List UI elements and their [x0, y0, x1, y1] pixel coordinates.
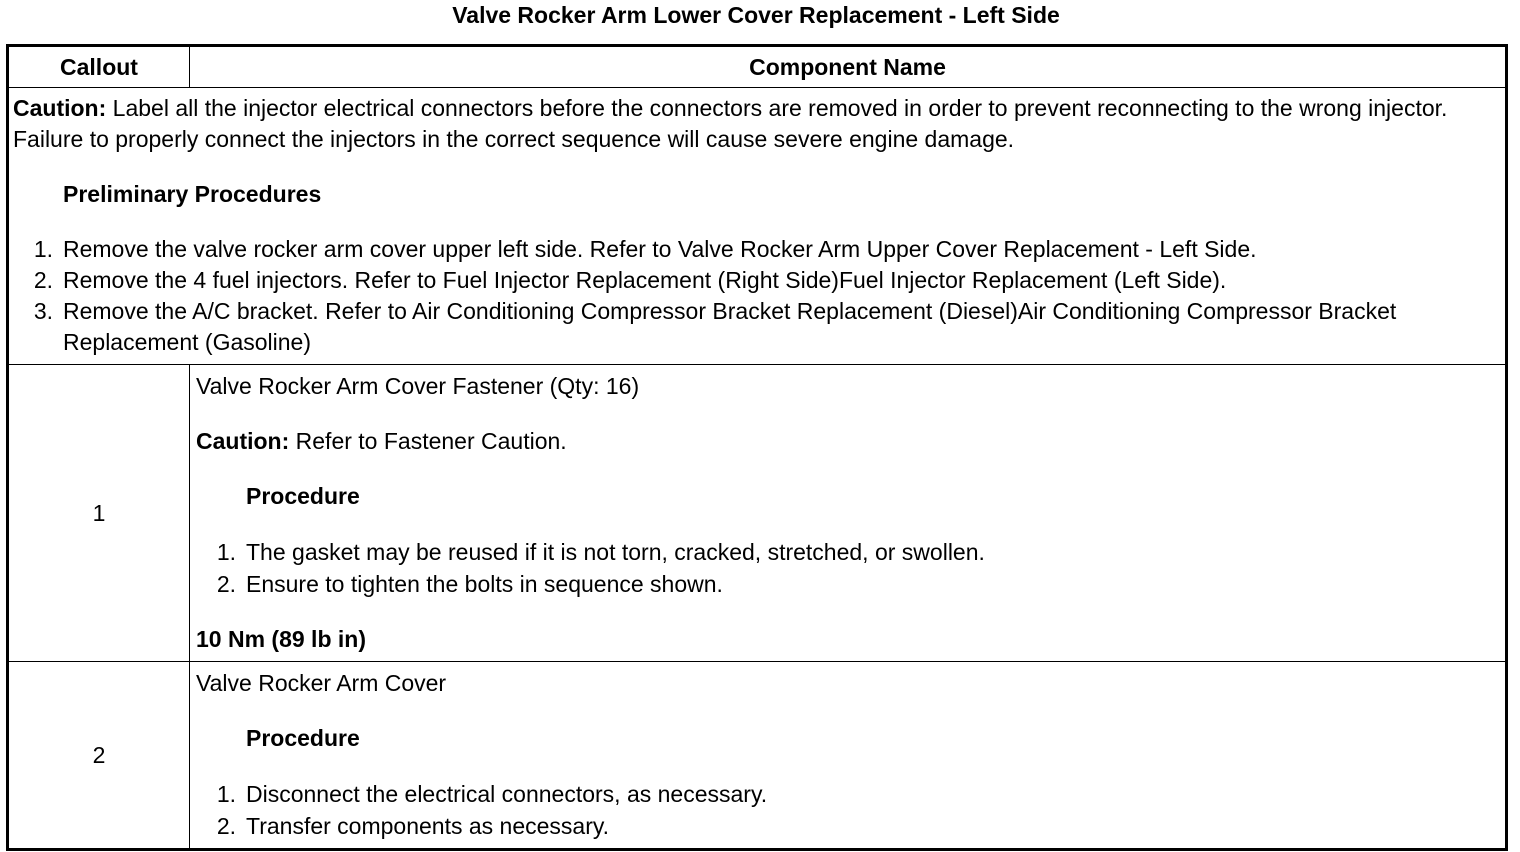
table-row: [8, 662, 1507, 850]
procedure-heading: Procedure: [246, 483, 360, 509]
table-row: [8, 365, 1507, 662]
callout-cell: 1: [8, 365, 190, 662]
caution-text: Refer to Fastener Caution.: [289, 428, 567, 454]
list-item: 3. Remove the A/C bracket. Refer to Air Conditioning Compressor Bracket Replacement (Diesel)Air Conditioning Compressor Bracket Replacement (Gasoline): [33, 298, 1397, 355]
preliminary-steps: [13, 234, 1499, 358]
caution-label: Caution:: [196, 428, 290, 454]
procedure-table: [6, 44, 1508, 851]
list-item: 2. Remove the 4 fuel injectors. Refer to Fuel Injector Replacement (Right Side)Fuel Injector Replacement (Left Side).: [33, 267, 1227, 293]
component-caution: [196, 426, 1499, 457]
list-item: 2. Transfer components as necessary.: [216, 813, 610, 839]
caution-text: Label all the injector electrical connectors before the connectors are removed in order to prevent reconnecting to the wrong injector. Failure to properly connect the injectors in the correct sequence will cause severe engine damage.: [13, 95, 1448, 152]
preliminary-heading: Preliminary Procedures: [63, 181, 322, 207]
component-cell: [190, 365, 1507, 662]
callout-cell: 2: [8, 662, 190, 850]
procedure-heading: Procedure: [246, 725, 360, 751]
procedure-steps: [196, 778, 1499, 842]
list-item: 2. Ensure to tighten the bolts in sequence shown.: [216, 571, 723, 597]
list-item: 1. The gasket may be reused if it is not torn, cracked, stretched, or swollen.: [216, 539, 985, 565]
caution-cell: [8, 88, 1507, 365]
torque-spec: 10 Nm (89 lb in): [196, 626, 366, 652]
list-item: 1. Remove the valve rocker arm cover upper left side. Refer to Valve Rocker Arm Upper Cover Replacement - Left Side.: [33, 236, 1257, 262]
caution-paragraph: [13, 93, 1499, 155]
component-name: Valve Rocker Arm Cover Fastener (Qty: 16): [196, 373, 640, 399]
caution-row: [8, 88, 1507, 365]
list-item: 1. Disconnect the electrical connectors, as necessary.: [216, 781, 768, 807]
caution-label: Caution:: [13, 95, 107, 121]
component-name: Valve Rocker Arm Cover: [196, 670, 447, 696]
component-cell: [190, 662, 1507, 850]
header-component-name: Component Name: [190, 46, 1507, 88]
procedure-steps: [196, 536, 1499, 600]
page-title: Valve Rocker Arm Lower Cover Replacement - Left Side: [452, 2, 1060, 28]
table-header-row: [8, 46, 1507, 88]
header-callout: Callout: [8, 46, 190, 88]
